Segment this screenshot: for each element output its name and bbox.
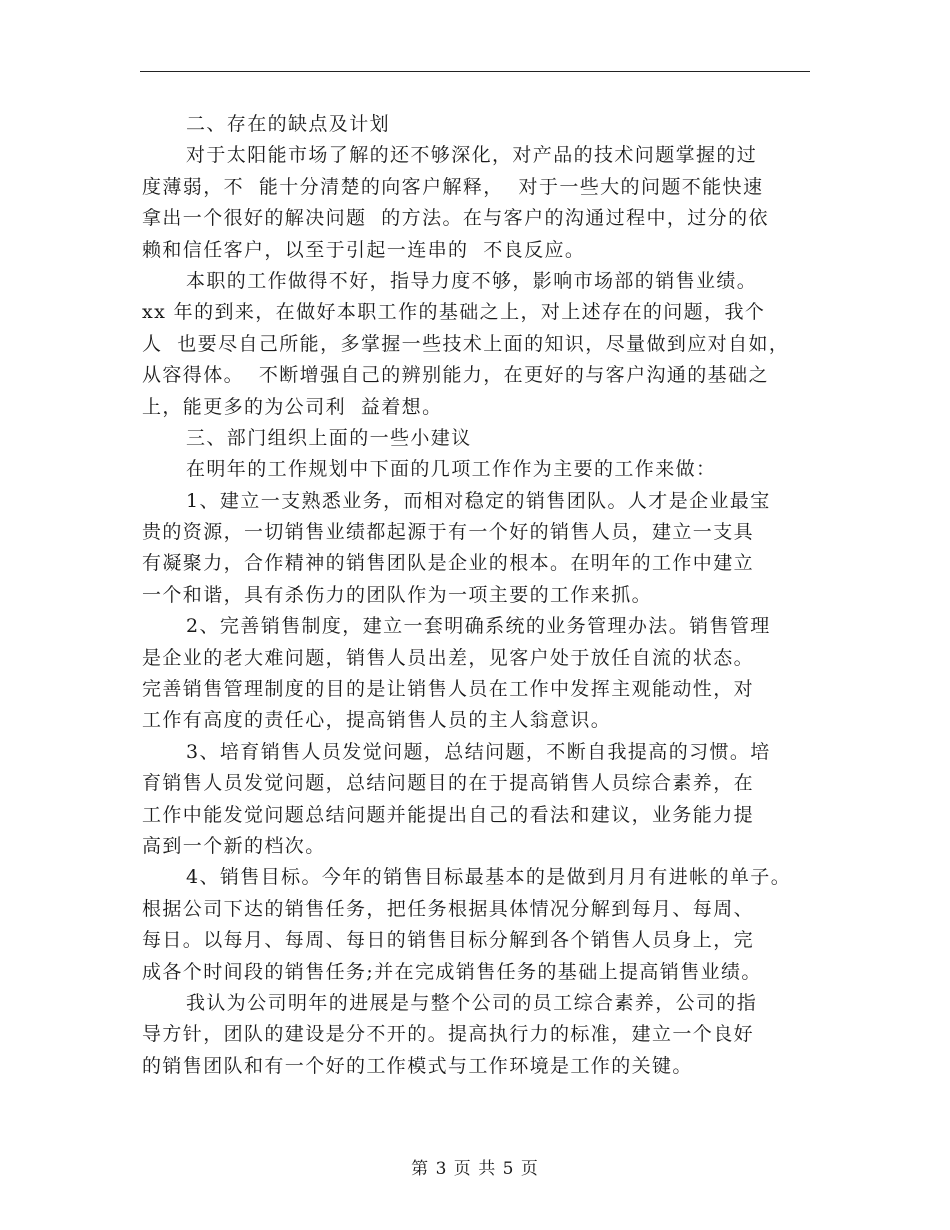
text-line: 2、完善销售制度，建立一套明确系统的业务管理办法。销售管理	[186, 615, 771, 638]
text-line: 的销售团队和有一个好的工作模式与工作环境是工作的关键。	[142, 1054, 693, 1077]
text-line: 高到一个新的档次。	[142, 834, 326, 857]
text-line: 完善销售管理制度的目的是让销售人员在工作中发挥主观能动性，对	[142, 678, 755, 701]
text-line: 导方针，团队的建设是分不开的。提高执行力的标准，建立一个良好	[142, 1023, 755, 1046]
header-rule	[140, 71, 810, 72]
text-line: 工作有高度的责任心，提高销售人员的主人翁意识。	[142, 709, 612, 732]
text-line: xx 年的到来，在做好本职工作的基础之上，对上述存在的问题，我个	[142, 301, 766, 324]
text-line: 从容得体。 不断增强自己的辨别能力，在更好的与客户沟通的基础之	[142, 364, 769, 387]
text-line: 在明年的工作规划中下面的几项工作作为主要的工作来做：	[186, 458, 717, 481]
text-line: 三、部门组织上面的一些小建议	[186, 426, 472, 449]
text-line: 4、销售目标。今年的销售目标最基本的是做到月月有进帐的单子。	[186, 866, 792, 889]
text-line: 本职的工作做得不好，指导力度不够，影响市场部的销售业绩。	[186, 269, 758, 292]
text-line: 赖和信任客户，以至于引起一连串的 不良反应。	[142, 238, 586, 261]
page-number-footer: 第 3 页 共 5 页	[411, 1159, 539, 1179]
text-line: 贵的资源，一切销售业绩都起源于有一个好的销售人员，建立一支具	[142, 521, 755, 544]
text-line: 拿出一个很好的解决问题 的方法。在与客户的沟通过程中，过分的依	[142, 207, 769, 230]
text-line: 度薄弱，不 能十分清楚的向客户解释， 对于一些大的问题不能快速	[142, 175, 764, 198]
text-line: 人 也要尽自己所能，多掌握一些技术上面的知识，尽量做到应对自如，	[142, 332, 790, 355]
text-line: 根据公司下达的销售任务，把任务根据具体情况分解到每月、每周、	[142, 897, 755, 920]
text-line: 上，能更多的为公司利 益着想。	[142, 395, 443, 418]
text-line: 有凝聚力，合作精神的销售团队是企业的根本。在明年的工作中建立	[142, 552, 755, 575]
text-line: 我认为公司明年的进展是与整个公司的员工综合素养，公司的指	[186, 991, 758, 1014]
text-line: 工作中能发觉问题总结问题并能提出自己的看法和建议，业务能力提	[142, 803, 755, 826]
text-line: 对于太阳能市场了解的还不够深化，对产品的技术问题掌握的过	[186, 144, 758, 167]
text-line: 是企业的老大难问题，销售人员出差，见客户处于放任自流的状态。	[142, 646, 755, 669]
text-line: 每日。以每月、每周、每日的销售目标分解到各个销售人员身上，完	[142, 929, 755, 952]
text-line: 二、存在的缺点及计划	[186, 113, 391, 135]
text-line: 3、培育销售人员发觉问题，总结问题，不断自我提高的习惯。培	[186, 740, 771, 763]
document-body	[142, 109, 832, 1082]
text-line: 成各个时间段的销售任务;并在完成销售任务的基础上提高销售业绩。	[142, 960, 762, 983]
text-line: 1、建立一支熟悉业务，而相对稳定的销售团队。人才是企业最宝	[186, 489, 771, 512]
text-line: 育销售人员发觉问题，总结问题目的在于提高销售人员综合素养，在	[142, 772, 755, 795]
text-line: 一个和谐，具有杀伤力的团队作为一项主要的工作来抓。	[142, 583, 653, 606]
